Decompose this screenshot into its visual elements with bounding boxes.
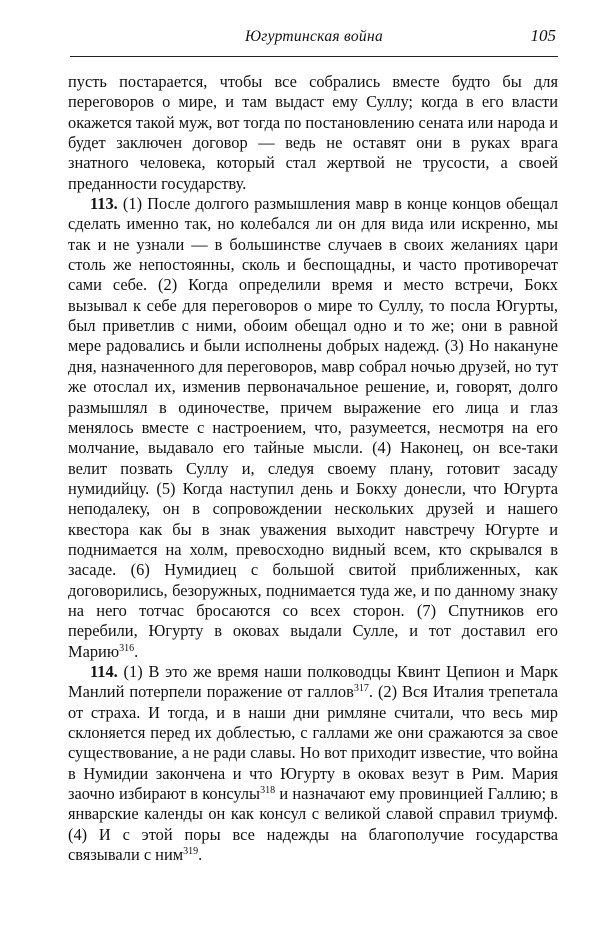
text-run: пусть постарается, чтобы все собрались вместе будто бы для переговоров о мире, и там выдаст ему Суллу; когда в его власти окажется такой муж, вот тогда по постановлению сената или народа и будет заключен договор — ведь не оставят они в руках врага знатного человека, который стал жертвой не трусости, а своей преданности государству. [68, 72, 558, 193]
text-run: (1) В это же время наши полководцы Квинт Цепион и Марк Манлий потерпели поражение от галлов [68, 661, 558, 702]
section-number: 113. [90, 194, 118, 214]
paragraph-continuation [68, 72, 558, 194]
text-run: . [134, 641, 139, 661]
running-title: Югуртинская война [244, 28, 384, 45]
footnote-ref: 319 [183, 846, 199, 858]
text-run: . [198, 845, 203, 865]
text-run: (1) После долгого размышления мавр в конце концов обещал сделать именно так, но колебался ли он для вида или искренно, мы так и не узнали — в большинстве случаев в своих желаниях цари столь же непостоянны, сколь и беспощадны, и часто противоречат сами себе. (2) Когда определили время и место встречи, Бокх вызывал к себе для переговоров о мире то Суллу, то посла Югурты, был приветлив с ними, обоим обещал одно и то же; они в равной мере радовались и были исполнены добрых надежд. (3) Но накануне дня, назначенного для переговоров, мавр собрал ночью друзей, но тут же отослал их, изменив первоначальное решение, и, говорят, долго размышлял в одиночестве, причем выражение его лица и глаз менялось вместе с настроением, что, разумеется, несмотря на его молчание, выдавало его тайные мысли. (4) Наконец, он все-таки велит позвать Суллу и, следуя своему плану, готовит засаду нумидийцу. (5) Когда наступил день и Бокху донесли, что Югурта неподалеку, он в сопровождении нескольких друзей и нашего квестора как бы в знак уважения выходит навстречу Югурте и поднимается на холм, превосходно видный всем, кто скрывался в засаде. (6) Нумидиец с большой свитой приближенных, как договорились, безоружных, поднимается туда же, и по данному знаку на него тотчас бросаются со всех сторон. (7) Спутников его перебили, Югурту в оковах выдали Сулле, и тот доставил его Марию [68, 194, 558, 661]
text-run: и назначают ему провинцией Галлию; в январские календы он как консул с великой славой справил триумф. (4) И с этой поры все надежды на благополучие государства связывали с ним [68, 784, 558, 865]
paragraph-section-114 [68, 662, 558, 865]
page-number: 105 [530, 26, 556, 45]
running-header [70, 20, 558, 57]
footnote-ref: 317 [353, 683, 369, 695]
body-text [68, 72, 558, 865]
paragraph-section-113 [68, 194, 558, 662]
footnote-ref: 318 [260, 785, 276, 797]
text-run: . (2) Вся Италия трепетала от страха. И тогда, и в наши дни римляне считали, что весь мир склоняется перед их доблестью, с галлами же они сражаются за свое существование, а не ради славы. Но вот приходит известие, что война в Нумидии закончена и что Югурту в оковах везут в Рим. Мария заочно избирают в консулы [68, 682, 558, 804]
footnote-ref: 316 [119, 642, 135, 654]
section-number: 114. [90, 661, 118, 681]
